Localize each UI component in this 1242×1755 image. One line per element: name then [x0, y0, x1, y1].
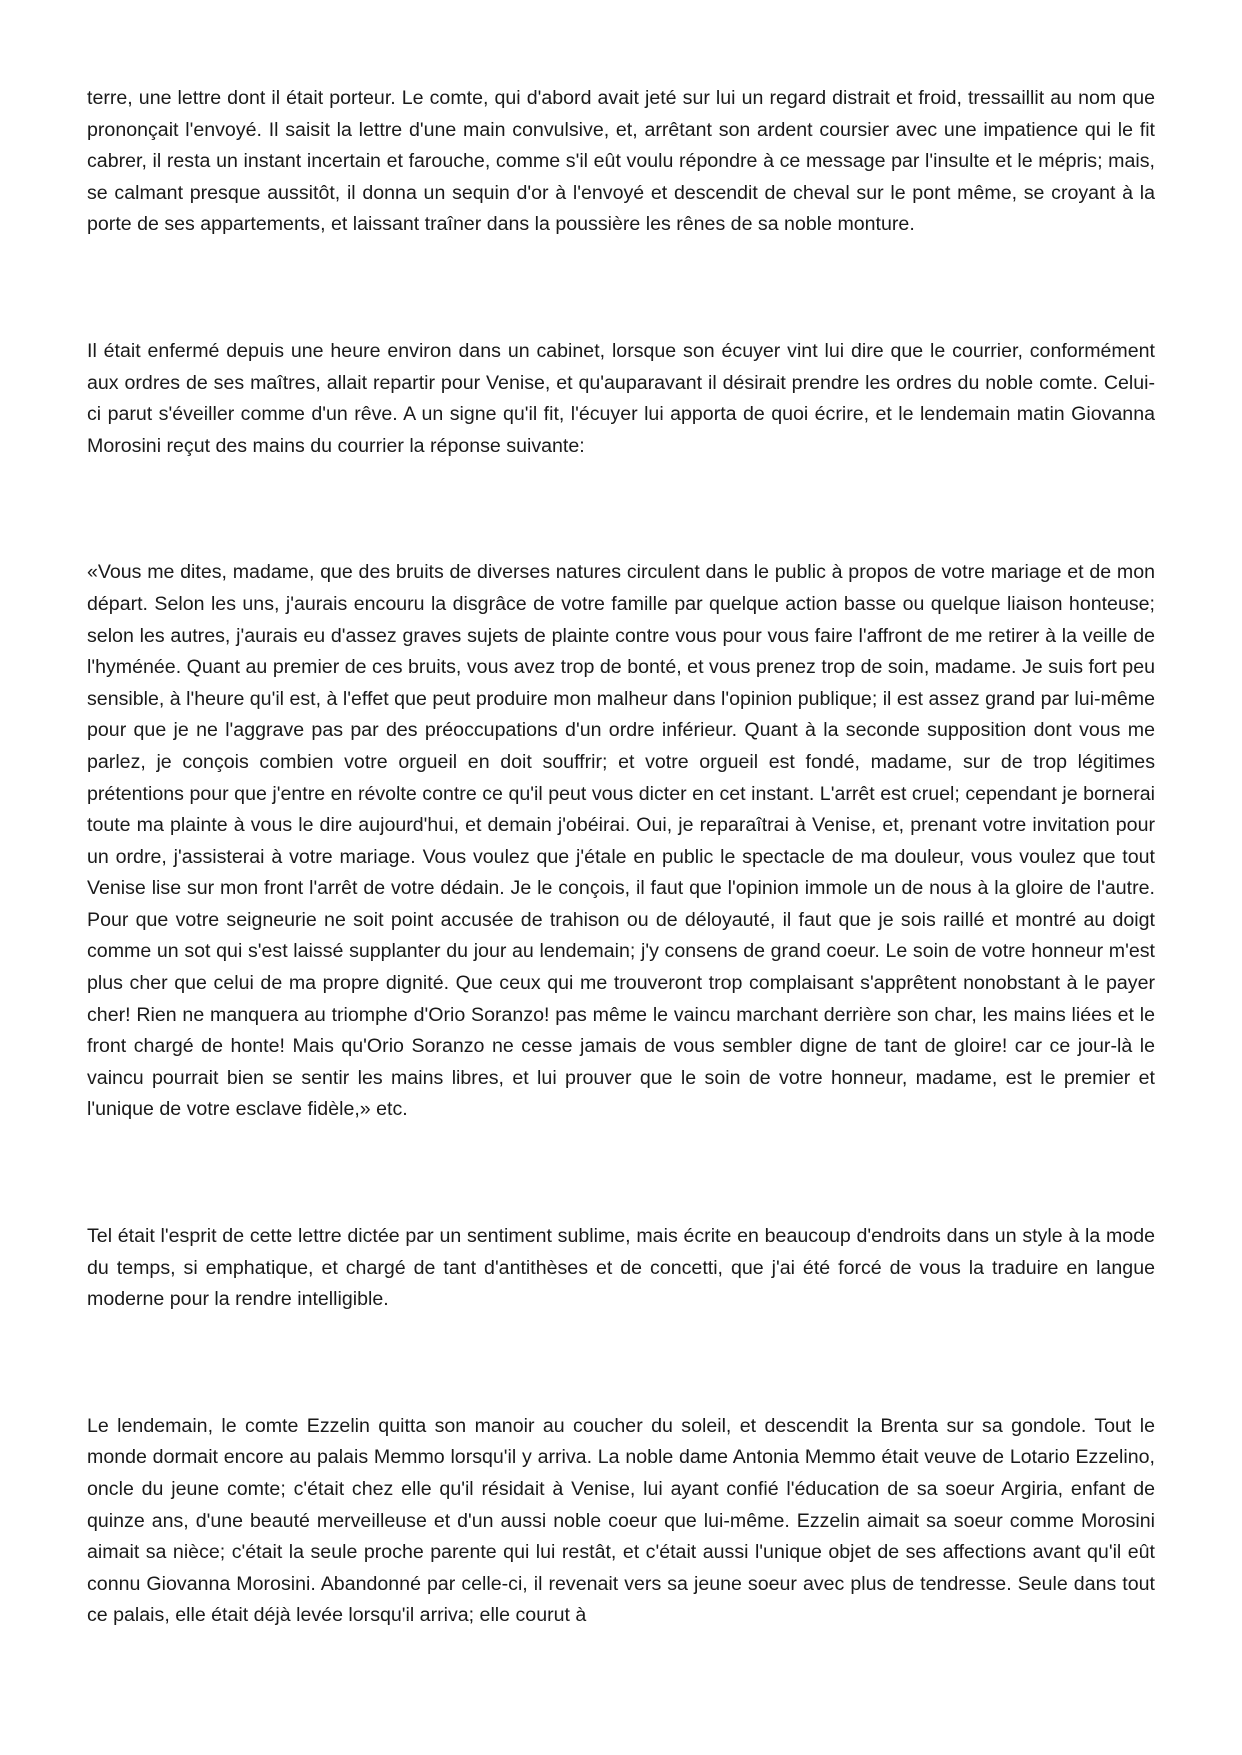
paragraph-ezzelin-return: Le lendemain, le comte Ezzelin quitta son manoir au coucher du soleil, et descendit la Brenta sur sa gondole. Tout le monde dormait encore au palais Memmo lorsqu'il y arriva. La noble dame Antonia Memmo était veuve de Lotario Ezzelino, oncle du jeune comte; c'était chez elle qu'il résidait à Venise, lui ayant confié l'éducation de sa soeur Argiria, enfant de quinze ans, d'une beauté merveilleuse et d'un aussi noble coeur que lui-même. Ezzelin aimait sa soeur comme Morosini aimait sa nièce; c'était la seule proche parente qui lui restât, et c'était aussi l'unique objet de ses affections avant qu'il eût connu Giovanna Morosini. Abandonné par celle-ci, il revenait vers sa jeune soeur avec plus de tendresse. Seule dans tout ce palais, elle était déjà levée lorsqu'il arriva; elle courut à [87, 1414, 1155, 1627]
paragraph-courier-letter: terre, une lettre dont il était porteur. Le comte, qui d'abord avait jeté sur lui un regard distrait et froid, tressaillit au nom que prononçait l'envoyé. Il saisit la lettre d'une main convulsive, et, arrêtant son ardent coursier avec une impatience qui le fit cabrer, il resta un instant incertain et farouche, comme s'il eût voulu répondre à ce message par l'insulte et le mépris; mais, se calmant presque aussitôt, il donna un sequin d'or à l'envoyé et descendit de cheval sur le pont même, se croyant à la porte de ses appartements, et laissant traîner dans la poussière les rênes de sa noble monture. [87, 87, 1155, 236]
paragraph-cabinet: Il était enfermé depuis une heure environ dans un cabinet, lorsque son écuyer vint lui dire que le courrier, conformément aux ordres de ses maîtres, allait repartir pour Venise, et qu'auparavant il désirait prendre les ordres du noble comte. Celui-ci parut s'éveiller comme d'un rêve. A un signe qu'il fit, l'écuyer lui apporta de quoi écrire, et le lendemain matin Giovanna Morosini reçut des mains du courrier la réponse suivante: [87, 339, 1155, 457]
paragraph-gap [87, 1316, 1155, 1411]
paragraph-gap [87, 462, 1155, 557]
paragraph-letter-spirit: Tel était l'esprit de cette lettre dictée par un sentiment sublime, mais écrite en beaucoup d'endroits dans un style à la mode du temps, si emphatique, et chargé de tant d'antithèses et de concetti, que j'ai été forcé de vous la traduire en langue moderne pour la rendre intelligible. [87, 1225, 1155, 1311]
paragraph-gap [87, 241, 1155, 336]
document-page [87, 83, 1155, 1632]
paragraph-letter-reply: «Vous me dites, madame, que des bruits de diverses natures circulent dans le public à propos de votre mariage et de mon départ. Selon les uns, j'aurais encouru la disgrâce de votre famille par quelque action basse ou quelque liaison honteuse; selon les autres, j'aurais eu d'assez graves sujets de plainte contre vous pour vous faire l'affront de me retirer à la veille de l'hyménée. Quant au premier de ces bruits, vous avez trop de bonté, et vous prenez trop de soin, madame. Je suis fort peu sensible, à l'heure qu'il est, à l'effet que peut produire mon malheur dans l'opinion publique; il est assez grand par lui-même pour que je ne l'aggrave pas par des préoccupations d'un ordre inférieur. Quant à la seconde supposition dont vous me parlez, je conçois combien votre orgueil en doit souffrir; et votre orgueil est fondé, madame, sur de trop légitimes prétentions pour que j'entre en révolte contre ce qu'il peut vous dicter en cet instant. L'arrêt est cruel; cependant je bornerai toute ma plainte à vous le dire aujourd'hui, et demain j'obéirai. Oui, je reparaîtrai à Venise, et, prenant votre invitation pour un ordre, j'assisterai à votre mariage. Vous voulez que j'étale en public le spectacle de ma douleur, vous voulez que tout Venise lise sur mon front l'arrêt de votre dédain. Je le conçois, il faut que l'opinion immole un de nous à la gloire de l'autre. Pour que votre seigneurie ne soit point accusée de trahison ou de déloyauté, il faut que je sois raillé et montré au doigt comme un sot qui s'est laissé supplanter du jour au lendemain; j'y consens de grand coeur. Le soin de votre honneur m'est plus cher que celui de ma propre dignité. Que ceux qui me trouveront trop complaisant s'apprêtent nonobstant à le payer cher! Rien ne manquera au triomphe d'Orio Soranzo! pas même le vaincu marchant derrière son char, les mains liées et le front chargé de honte! Mais qu'Orio Soranzo ne cesse jamais de vous sembler digne de tant de gloire! car ce jour-là le vaincu pourrait bien se sentir les mains libres, et lui prouver que le soin de votre honneur, madame, est le premier et l'unique de votre esclave fidèle,» etc. [87, 561, 1155, 1121]
paragraph-gap [87, 1126, 1155, 1221]
